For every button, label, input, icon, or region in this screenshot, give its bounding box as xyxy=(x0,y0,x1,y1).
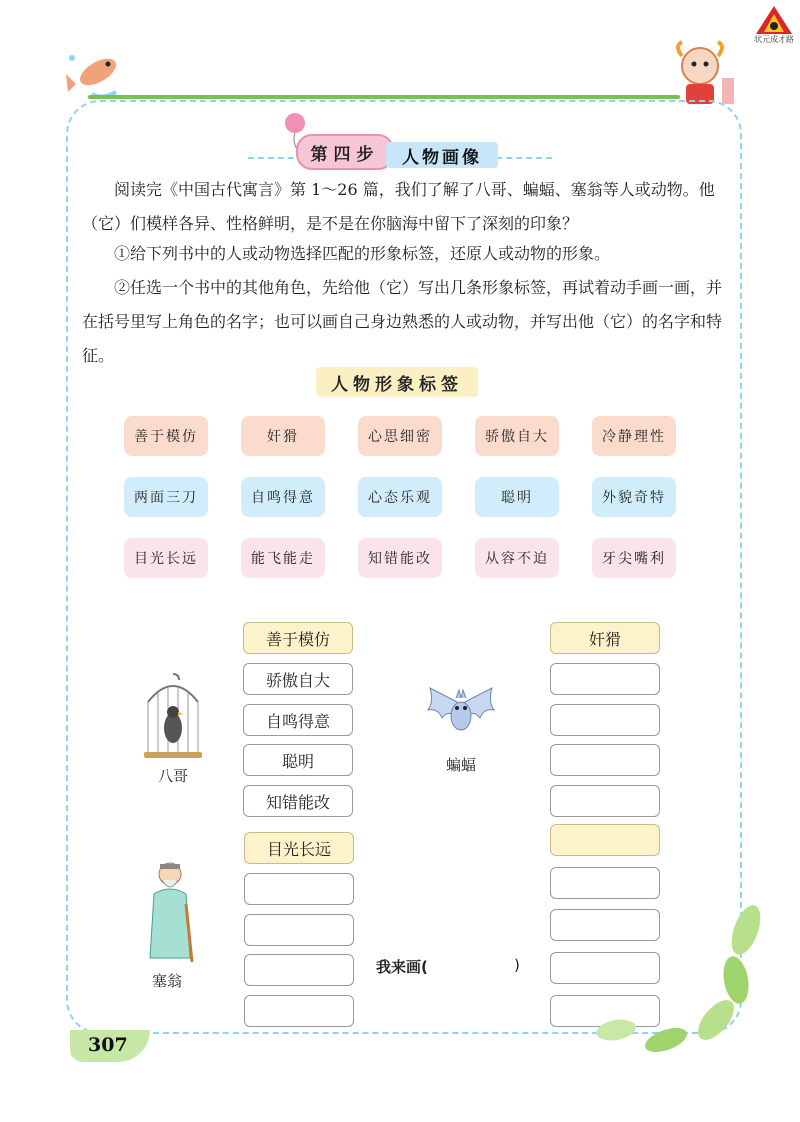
tag: 善于模仿 xyxy=(124,416,208,456)
custom-given-tag[interactable] xyxy=(550,824,660,856)
tag: 能飞能走 xyxy=(241,538,325,578)
bage-answer-box[interactable]: 知错能改 xyxy=(243,785,353,817)
bage-given-tag: 善于模仿 xyxy=(243,622,353,654)
bianfu-answer-box[interactable] xyxy=(550,785,660,817)
saiweng-answer-box[interactable] xyxy=(244,873,354,905)
tag: 牙尖嘴利 xyxy=(592,538,676,578)
saiweng-label: 塞翁 xyxy=(152,972,183,990)
bage-answer-box[interactable]: 聪明 xyxy=(243,744,353,776)
section-title: 人物画像 xyxy=(386,142,498,168)
tag: 奸猾 xyxy=(241,416,325,456)
bage-label: 八哥 xyxy=(158,767,189,785)
tag: 聪明 xyxy=(475,477,559,517)
tag: 心态乐观 xyxy=(358,477,442,517)
bat-icon xyxy=(424,684,498,750)
tag: 目光长远 xyxy=(124,538,208,578)
bianfu-label: 蝙蝠 xyxy=(446,756,477,774)
instruction-2: ②任选一个书中的其他角色，先给他（它）写出几条形象标签，再试着动手画一画，并在括号里写上角色的名字；也可以画自己身边熟悉的人或动物，并写出他（它）的名字和特征。 xyxy=(82,278,723,365)
bianfu-answer-box[interactable] xyxy=(550,704,660,736)
birdcage-myna-icon xyxy=(142,672,204,762)
tag: 知错能改 xyxy=(358,538,442,578)
tag: 冷静理性 xyxy=(592,416,676,456)
publisher-logo-label: 状元成才路 xyxy=(754,35,794,44)
header-rule xyxy=(88,95,680,99)
bage-answer-box[interactable]: 骄傲自大 xyxy=(243,663,353,695)
tag: 自鸣得意 xyxy=(241,477,325,517)
intro-paragraph: 阅读完《中国古代寓言》第 1～26 篇，我们了解了八哥、蝙蝠、塞翁等人或动物。他（它）们模样各异、性格鲜明，是不是在你脑海中留下了深刻的印象？ xyxy=(82,180,715,233)
draw-yourself-label: 我来画( xyxy=(376,958,428,976)
instruction-1: ①给下列书中的人或动物选择匹配的形象标签，还原人或动物的形象。 xyxy=(114,244,611,263)
step-badge-text: 第四步 xyxy=(310,144,380,165)
bianfu-answer-box[interactable] xyxy=(550,744,660,776)
draw-yourself-close: ) xyxy=(514,956,520,974)
saiweng-answer-box[interactable] xyxy=(244,954,354,986)
saiweng-answer-box[interactable] xyxy=(244,914,354,946)
step-badge xyxy=(296,134,394,170)
saiweng-given-tag: 目光长远 xyxy=(244,832,354,864)
page-number: 307 xyxy=(88,1034,128,1056)
saiweng-answer-box[interactable] xyxy=(244,995,354,1027)
bage-answer-box[interactable]: 自鸣得意 xyxy=(243,704,353,736)
tag: 心思细密 xyxy=(358,416,442,456)
bianfu-given-tag: 奸猾 xyxy=(550,622,660,654)
tag: 两面三刀 xyxy=(124,477,208,517)
leaves-decoration-icon xyxy=(596,880,766,1060)
tag: 骄傲自大 xyxy=(475,416,559,456)
tags-title: 人物形象标签 xyxy=(316,367,478,397)
bianfu-answer-box[interactable] xyxy=(550,663,660,695)
tag: 外貌奇特 xyxy=(592,477,676,517)
old-man-saiweng-icon xyxy=(140,858,200,964)
mascot-icon xyxy=(664,40,738,106)
tag: 从容不迫 xyxy=(475,538,559,578)
